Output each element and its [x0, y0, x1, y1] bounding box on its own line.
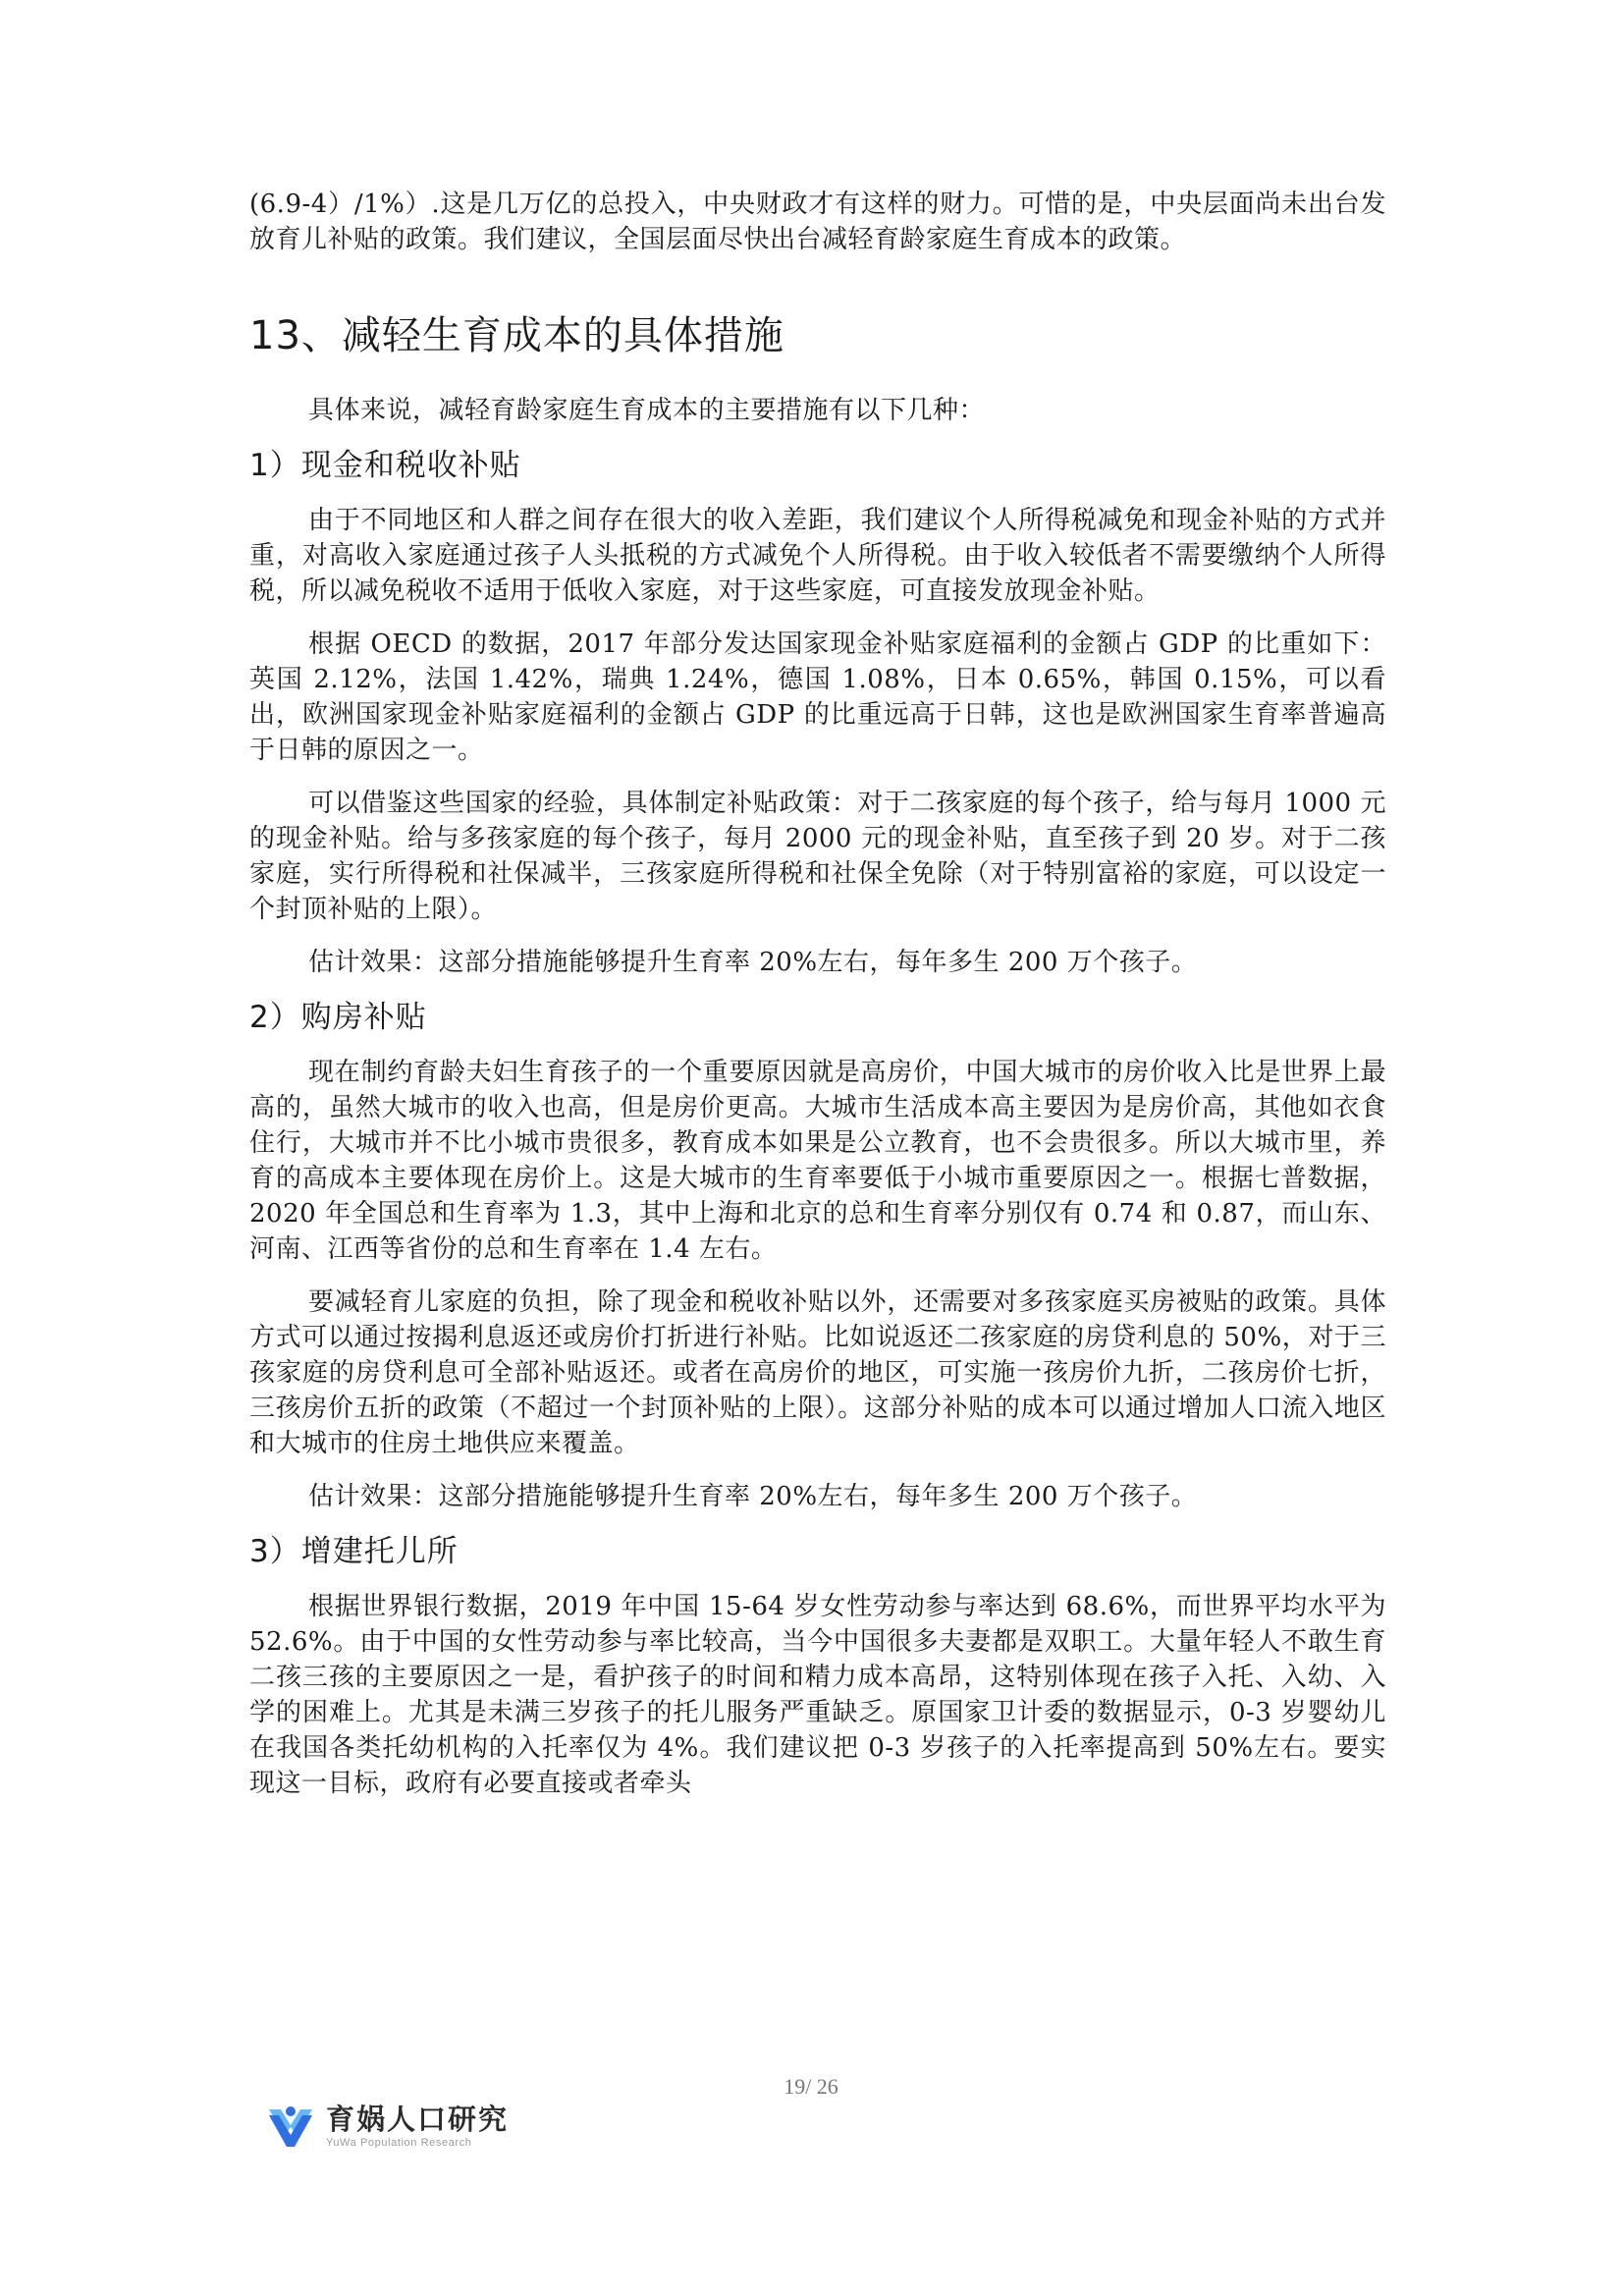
- section-heading: 13、减轻生育成本的具体措施: [249, 313, 784, 358]
- yuwa-logo-icon: [265, 2102, 316, 2153]
- estimate-paragraph: 估计效果：这部分措施能够提升生育率 20%左右，每年多生 200 万个孩子。: [308, 948, 1198, 977]
- paragraph: 由于不同地区和人群之间存在很大的收入差距，我们建议个人所得税减免和现金补贴的方式并重，对高收入家庭通过孩子人头抵税的方式减免个人所得税。由于收入较低者不需要缴纳个人所得税，所以减免税收不适用于低收入家庭，对于这些家庭，可直接发放现金补贴。: [249, 506, 1386, 606]
- paragraph: 可以借鉴这些国家的经验，具体制定补贴政策：对于二孩家庭的每个孩子，给与每月 1000 元的现金补贴。给与多孩家庭的每个孩子，每月 2000 元的现金补贴，直至孩子到 20 岁。对于二孩家庭，实行所得税和社保减半，三孩家庭所得税和社保全免除（对于特别富裕的家庭，可以设定一个封顶补贴的上限）。: [249, 789, 1386, 924]
- subsection-heading-1: 1）现金和税收补贴: [249, 448, 521, 483]
- page-content: [249, 187, 1386, 1801]
- estimate-paragraph: 估计效果：这部分措施能够提升生育率 20%左右，每年多生 200 万个孩子。: [308, 1482, 1198, 1511]
- logo-chinese-name: 育娲人口研究: [326, 2103, 510, 2136]
- paragraph: 根据世界银行数据，2019 年中国 15-64 岁女性劳动参与率达到 68.6%，而世界平均水平为 52.6%。由于中国的女性劳动参与率比较高，当今中国很多夫妻都是双职工。大量年轻人不敢生育二孩三孩的主要原因之一是，看护孩子的时间和精力成本高昂，这特别体现在孩子入托、入幼、入学的困难上。尤其是未满三岁孩子的托儿服务严重缺乏。原国家卫计委的数据显示，0-3 岁婴幼儿在我国各类托幼机构的入托率仅为 4%。我们建议把 0-3 岁孩子的入托率提高到 50%左右。要实现这一目标，政府有必要直接或者牵头: [249, 1592, 1386, 1798]
- paragraph: 要减轻育儿家庭的负担，除了现金和税收补贴以外，还需要对多孩家庭买房被贴的政策。具体方式可以通过按揭利息返还或房价打折进行补贴。比如说返还二孩家庭的房贷利息的 50%，对于三孩家庭的房贷利息可全部补贴返还。或者在高房价的地区，可实施一孩房价九折，二孩房价七折，三孩房价五折的政策（不超过一个封顶补贴的上限）。这部分补贴的成本可以通过增加人口流入地区和大城市的住房土地供应来覆盖。: [249, 1287, 1386, 1458]
- page-number: 19/ 26: [784, 2074, 838, 2099]
- section-intro: 具体来说，减轻育龄家庭生育成本的主要措施有以下几种：: [308, 396, 986, 425]
- subsection-heading-2: 2）购房补贴: [249, 1000, 427, 1035]
- logo-english-name: YuWa Population Research: [326, 2137, 472, 2149]
- intro-paragraph: (6.9-4）/1%）.这是几万亿的总投入，中央财政才有这样的财力。可惜的是，中央层面尚未出台发放育儿补贴的政策。我们建议，全国层面尽快出台减轻育龄家庭生育成本的政策。: [249, 190, 1386, 254]
- logo-text: [326, 2104, 509, 2151]
- subsection-heading-3: 3）增建托儿所: [249, 1534, 459, 1569]
- paragraph: 根据 OECD 的数据，2017 年部分发达国家现金补贴家庭福利的金额占 GDP 的比重如下：英国 2.12%，法国 1.42%，瑞典 1.24%，德国 1.08%，日本 0.65%，韩国 0.15%，可以看出，欧洲国家现金补贴家庭福利的金额占 GDP 的比重远高于日韩，这也是欧洲国家生育率普遍高于日韩的原因之一。: [249, 629, 1386, 765]
- footer-logo: [265, 2102, 509, 2153]
- paragraph: 现在制约育龄夫妇生育孩子的一个重要原因就是高房价，中国大城市的房价收入比是世界上最高的，虽然大城市的收入也高，但是房价更高。大城市生活成本高主要因为是房价高，其他如衣食住行，大城市并不比小城市贵很多，教育成本如果是公立教育，也不会贵很多。所以大城市里，养育的高成本主要体现在房价上。这是大城市的生育率要低于小城市重要原因之一。根据七普数据，2020 年全国总和生育率为 1.3，其中上海和北京的总和生育率分别仅有 0.74 和 0.87，而山东、河南、江西等省份的总和生育率在 1.4 左右。: [249, 1058, 1386, 1264]
